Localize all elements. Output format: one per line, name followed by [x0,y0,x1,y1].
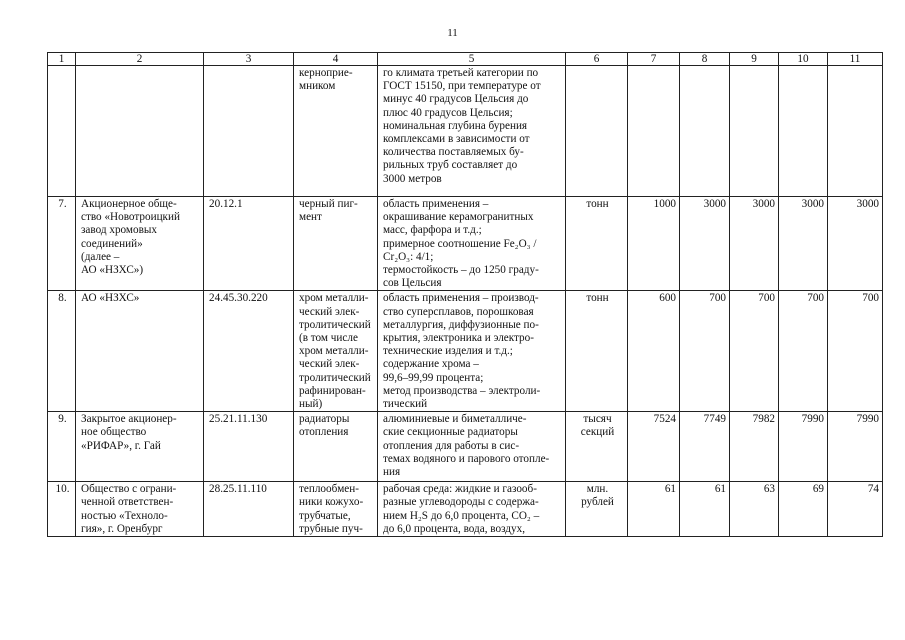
header-row [48,53,883,66]
okpd-code-cell [204,66,294,197]
description-cell [378,291,566,412]
description-cell-line: ство суперсплавов, порошковая [383,305,534,318]
product-cell-line: мником [299,80,336,93]
product-cell-line: трубные пуч- [299,522,363,535]
row-number-cell [48,197,76,291]
organization-cell-line: АО «НЗХС») [81,264,144,277]
column-header: 6 [566,53,628,66]
value-cell [779,66,828,197]
value-cell [730,482,779,537]
description-cell-line: сов Цельсия [383,277,442,290]
description-cell-line: 99,6–99,99 процента; [383,371,484,384]
product-cell-line: (в том числе [299,332,358,345]
product-cell [294,412,378,482]
column-header: 5 [378,53,566,66]
product-cell-line: теплообмен- [299,483,359,496]
value-cell [628,291,680,412]
description-cell-line: го климата третьей категории по [383,67,539,79]
row-number-cell-text: 7. [58,198,67,210]
column-header: 2 [76,53,204,66]
product-cell-line: тролитический [299,371,371,384]
unit-cell [566,482,628,537]
column-header: 8 [680,53,730,66]
table-row [48,197,883,291]
value-cell [730,291,779,412]
description-cell-line: рабочая среда: жидкие и газооб- [383,483,537,496]
column-header: 7 [628,53,680,66]
value-cell [828,66,883,197]
product-cell-line: рафинирован- [299,384,366,397]
value-cell-text: 700 [862,292,879,305]
value-cell [628,66,680,197]
description-cell [378,412,566,482]
value-cell [779,412,828,482]
product-cell-line: ный) [299,398,323,411]
unit-cell-line: секций [580,426,615,439]
description-cell-line: минус 40 градусов Цельсия до [383,93,529,106]
value-cell [628,482,680,537]
unit-cell [566,197,628,291]
value-cell-text: 3000 [801,198,824,210]
product-cell-line: хром металли- [299,292,369,305]
okpd-code-cell [204,197,294,291]
description-cell-line: область применения – [383,198,489,210]
table-row [48,482,883,537]
description-cell-line: технические изделия и т.д.; [383,345,513,358]
description-cell-line: темах водяного и парового отопле- [383,452,550,465]
description-cell-line: разные углеводороды с содержа- [383,496,539,509]
value-cell-text: 700 [758,292,775,305]
okpd-code-cell-text: 25.21.11.130 [209,413,268,426]
value-cell-text: 7990 [856,413,879,426]
organization-cell-line: гия», г. Оренбург [81,522,163,535]
description-cell-line: 3000 метров [383,172,442,185]
organization-cell [76,412,204,482]
value-cell [680,482,730,537]
table-row [48,66,883,197]
value-cell-text: 7990 [801,413,824,426]
okpd-code-cell [204,412,294,482]
product-cell [294,197,378,291]
description-cell-line: ские секционные радиаторы [383,426,518,439]
product-cell-line: трубчатые, [299,509,351,522]
row-number-cell-text: 8. [58,292,67,305]
product-cell-line: ники кожухо- [299,496,364,509]
value-cell-text: 3000 [856,198,879,210]
organization-cell-line: соединений» [81,237,143,250]
okpd-code-cell [204,291,294,412]
column-header: 9 [730,53,779,66]
unit-cell [566,412,628,482]
description-cell-line: содержание хрома – [383,358,479,371]
okpd-code-cell-text: 20.12.1 [209,198,243,210]
row-number-cell [48,412,76,482]
organization-cell [76,197,204,291]
row-number-cell [48,291,76,412]
okpd-code-cell [204,482,294,537]
organization-cell [76,291,204,412]
description-cell-line: комплексами в зависимости от [383,133,530,146]
description-cell-line: номинальная глубина бурения [383,119,528,132]
value-cell-text: 74 [867,483,879,496]
unit-cell-line: тонн [586,198,609,210]
column-header: 1 [48,53,76,66]
value-cell [680,291,730,412]
table-row [48,412,883,482]
organization-cell-line: Акционерное обще- [81,198,177,210]
value-cell [779,482,828,537]
unit-cell-line: рублей [581,496,614,509]
value-cell-text: 61 [714,483,726,496]
value-cell-text: 7524 [653,413,676,426]
product-cell-line: керноприе- [299,67,353,79]
unit-cell-line: тысяч [583,413,612,426]
description-cell-line: рильных труб составляет до [383,159,518,172]
value-cell [828,482,883,537]
description-cell-line: количества поставляемых бу- [383,146,524,159]
description-cell-line: нием H₂S до 6,0 процента, CO₂ – [383,509,540,522]
product-cell-line: ческий элек- [299,358,360,371]
organization-cell-line: Закрытое акционер- [81,413,177,426]
value-cell [828,197,883,291]
value-cell-text: 1000 [653,198,676,210]
row-number-cell-text: 9. [58,413,67,426]
description-cell [378,482,566,537]
organization-cell-line: «РИФАР», г. Гай [81,439,161,452]
value-cell-text: 700 [709,292,726,305]
value-cell-text: 7749 [703,413,726,426]
description-cell-line: тический [383,398,428,411]
column-header: 11 [828,53,883,66]
description-cell-line: Cr₂O₃: 4/1; [383,250,434,263]
column-header: 4 [294,53,378,66]
value-cell [779,291,828,412]
description-cell-line: масс, фарфора и т.д.; [383,224,482,237]
okpd-code-cell-text: 28.25.11.110 [209,483,267,496]
value-cell [680,197,730,291]
value-cell [779,197,828,291]
organization-cell [76,66,204,197]
value-cell-text: 61 [664,483,676,496]
description-cell-line: метод производства – электроли- [383,384,541,397]
description-cell-line: окрашивание керамогранитных [383,211,534,224]
row-number-cell [48,482,76,537]
description-cell-line: область применения – производ- [383,292,539,305]
organization-cell-line: ностью «Техноло- [81,509,168,522]
product-cell [294,66,378,197]
product-cell-line: мент [299,211,322,224]
description-cell-line: металлургия, диффузионные по- [383,318,539,331]
description-cell-line: до 6,0 процента, вода, воздух, [383,522,525,535]
value-cell-text: 3000 [703,198,726,210]
organization-cell-line: ное общество [81,426,147,439]
column-header: 3 [204,53,294,66]
product-cell [294,482,378,537]
unit-cell-line: млн. [586,483,609,496]
description-cell-line: ния [383,466,401,479]
row-number-cell-text: 10. [55,483,70,496]
value-cell [628,412,680,482]
product-cell-line: тролитический [299,318,371,331]
value-cell [680,412,730,482]
value-cell-text: 600 [659,292,676,305]
organization-cell-line: АО «НЗХС» [81,292,140,305]
product-cell-line: отопления [299,426,349,439]
page-number: 11 [447,27,458,39]
unit-cell [566,66,628,197]
product-cell-line: радиаторы [299,413,350,426]
value-cell-text: 7982 [752,413,775,426]
value-cell [680,66,730,197]
description-cell-line: отопления для работы в сис- [383,439,520,452]
organization-cell [76,482,204,537]
value-cell [730,197,779,291]
description-cell-line: примерное соотношение Fe₂O₃ / [383,237,537,250]
value-cell-text: 3000 [752,198,775,210]
data-table [47,52,883,537]
description-cell-line: плюс 40 градусов Цельсия; [383,106,513,119]
value-cell [828,412,883,482]
unit-cell [566,291,628,412]
description-cell-line: крытия, электроника и электро- [383,332,534,345]
value-cell [730,66,779,197]
product-cell [294,291,378,412]
organization-cell-line: Общество с ограни- [81,483,177,496]
product-cell-line: ческий элек- [299,305,360,318]
organization-cell-line: ство «Новотроицкий [81,211,180,224]
value-cell-text: 63 [763,483,775,496]
description-cell [378,197,566,291]
description-cell-line: алюминиевые и биметалличе- [383,413,527,426]
row-number-cell [48,66,76,197]
description-cell-line: термостойкость – до 1250 граду- [383,264,539,277]
value-cell [628,197,680,291]
value-cell-text: 700 [807,292,824,305]
organization-cell-line: завод хромовых [81,224,157,237]
value-cell-text: 69 [812,483,824,496]
description-cell [378,66,566,197]
value-cell [730,412,779,482]
value-cell [828,291,883,412]
description-cell-line: ГОСТ 15150, при температуре от [383,80,541,93]
okpd-code-cell-text: 24.45.30.220 [209,292,268,305]
organization-cell-line: (далее – [81,250,120,263]
table-row [48,291,883,412]
product-cell-line: хром металли- [299,345,369,358]
unit-cell-line: тонн [586,292,609,305]
organization-cell-line: ченной ответствен- [81,496,174,509]
product-cell-line: черный пиг- [299,198,358,210]
column-header: 10 [779,53,828,66]
